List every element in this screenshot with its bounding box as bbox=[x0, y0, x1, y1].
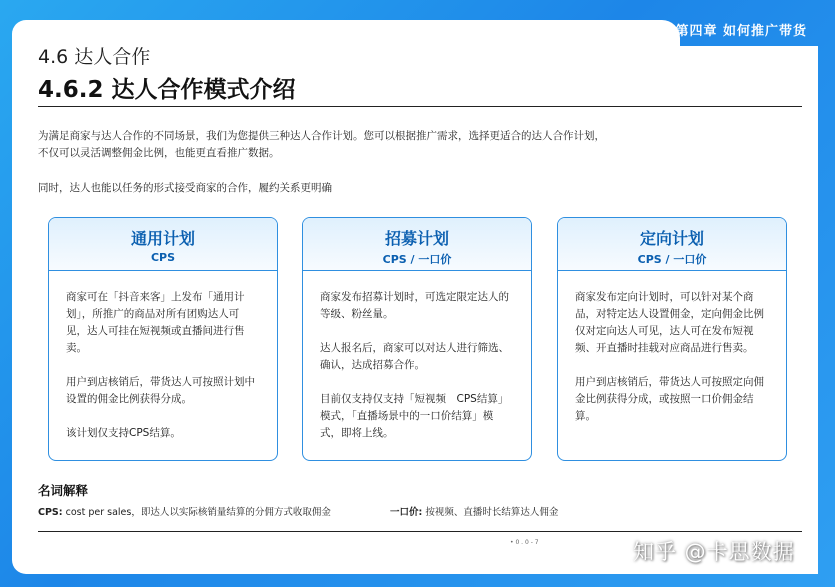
card-body bbox=[303, 271, 531, 442]
bottom-divider bbox=[38, 531, 802, 532]
glossary-term: CPS: bbox=[38, 507, 63, 518]
card-paragraph: 目前仅支持仅支持「短视频 CPS结算」模式，「直播场景中的一口价结算」模式，即将上线。 bbox=[320, 393, 509, 439]
glossary-title: 名词解释 bbox=[38, 483, 89, 498]
section-title: 4.6 达人合作 bbox=[38, 46, 151, 68]
intro-line-2: 不仅可以灵活调整佣金比例，也能更直看推广数据。 bbox=[38, 147, 280, 159]
card-subtitle: CPS bbox=[150, 251, 176, 264]
intro-line-1: 为满足商家与达人合作的不同场景，我们为您提供三种达人合作计划。您可以根据推广需求，选择更适合的达人合作计划， bbox=[38, 130, 605, 142]
card-header bbox=[303, 218, 531, 271]
glossary-definition: 按视频、直播时长结算达人佣金 bbox=[425, 507, 559, 518]
chapter-label: 第四章 如何推广带货 bbox=[675, 24, 807, 39]
card-header bbox=[49, 218, 277, 271]
plan-card-general bbox=[48, 217, 278, 461]
card-paragraph: 用户到店核销后，带货达人可按照计划中设置的佣金比例获得分成。 bbox=[66, 376, 255, 405]
card-paragraph: 用户到店核销后，带货达人可按照定向佣金比例获得分成，或按照一口价佣金结算。 bbox=[575, 376, 764, 422]
card-body bbox=[49, 271, 277, 442]
watermark: 知乎 @卡思数据 bbox=[633, 540, 795, 564]
intro-text bbox=[38, 128, 778, 197]
intro-line-3: 同时，达人也能以任务的形式接受商家的合作，履约关系更明确 bbox=[38, 182, 332, 194]
plan-card-targeted bbox=[557, 217, 787, 461]
glossary-term: 一口价: bbox=[390, 507, 423, 518]
title-divider bbox=[38, 106, 802, 107]
card-subtitle: CPS / 一口价 bbox=[382, 253, 452, 266]
glossary-item-fixed-price bbox=[390, 504, 558, 518]
glossary-definition: cost per sales，即达人以实际核销量结算的分佣方式收取佣金 bbox=[65, 507, 331, 518]
card-title: 定向计划 bbox=[639, 229, 704, 248]
card-title: 通用计划 bbox=[130, 229, 195, 248]
card-header bbox=[558, 218, 786, 271]
glossary-item-cps bbox=[38, 504, 331, 518]
card-paragraph: 达人报名后，商家可以对达人进行筛选、确认，达成招募合作。 bbox=[320, 342, 509, 371]
plan-card-recruit bbox=[302, 217, 532, 461]
card-paragraph: 该计划仅支持CPS结算。 bbox=[66, 427, 181, 439]
card-subtitle: CPS / 一口价 bbox=[637, 253, 707, 266]
page-number: • 0 . 0 - 7 bbox=[510, 539, 539, 546]
card-title: 招募计划 bbox=[384, 229, 449, 248]
card-body bbox=[558, 271, 786, 425]
card-paragraph: 商家发布定向计划时，可以针对某个商品，对特定达人设置佣金，定向佣金比例仅对定向达人可见，达人可在发布短视频、开直播时挂载对应商品进行售卖。 bbox=[575, 291, 764, 354]
card-paragraph: 商家可在「抖音来客」上发布「通用计划」，所推广的商品对所有团购达人可见，达人可挂在短视频或直播间进行售卖。 bbox=[66, 291, 245, 354]
page-title: 4.6.2 达人合作模式介绍 bbox=[38, 77, 296, 103]
card-paragraph: 商家发布招募计划时，可选定限定达人的等级、粉丝量。 bbox=[320, 291, 509, 320]
